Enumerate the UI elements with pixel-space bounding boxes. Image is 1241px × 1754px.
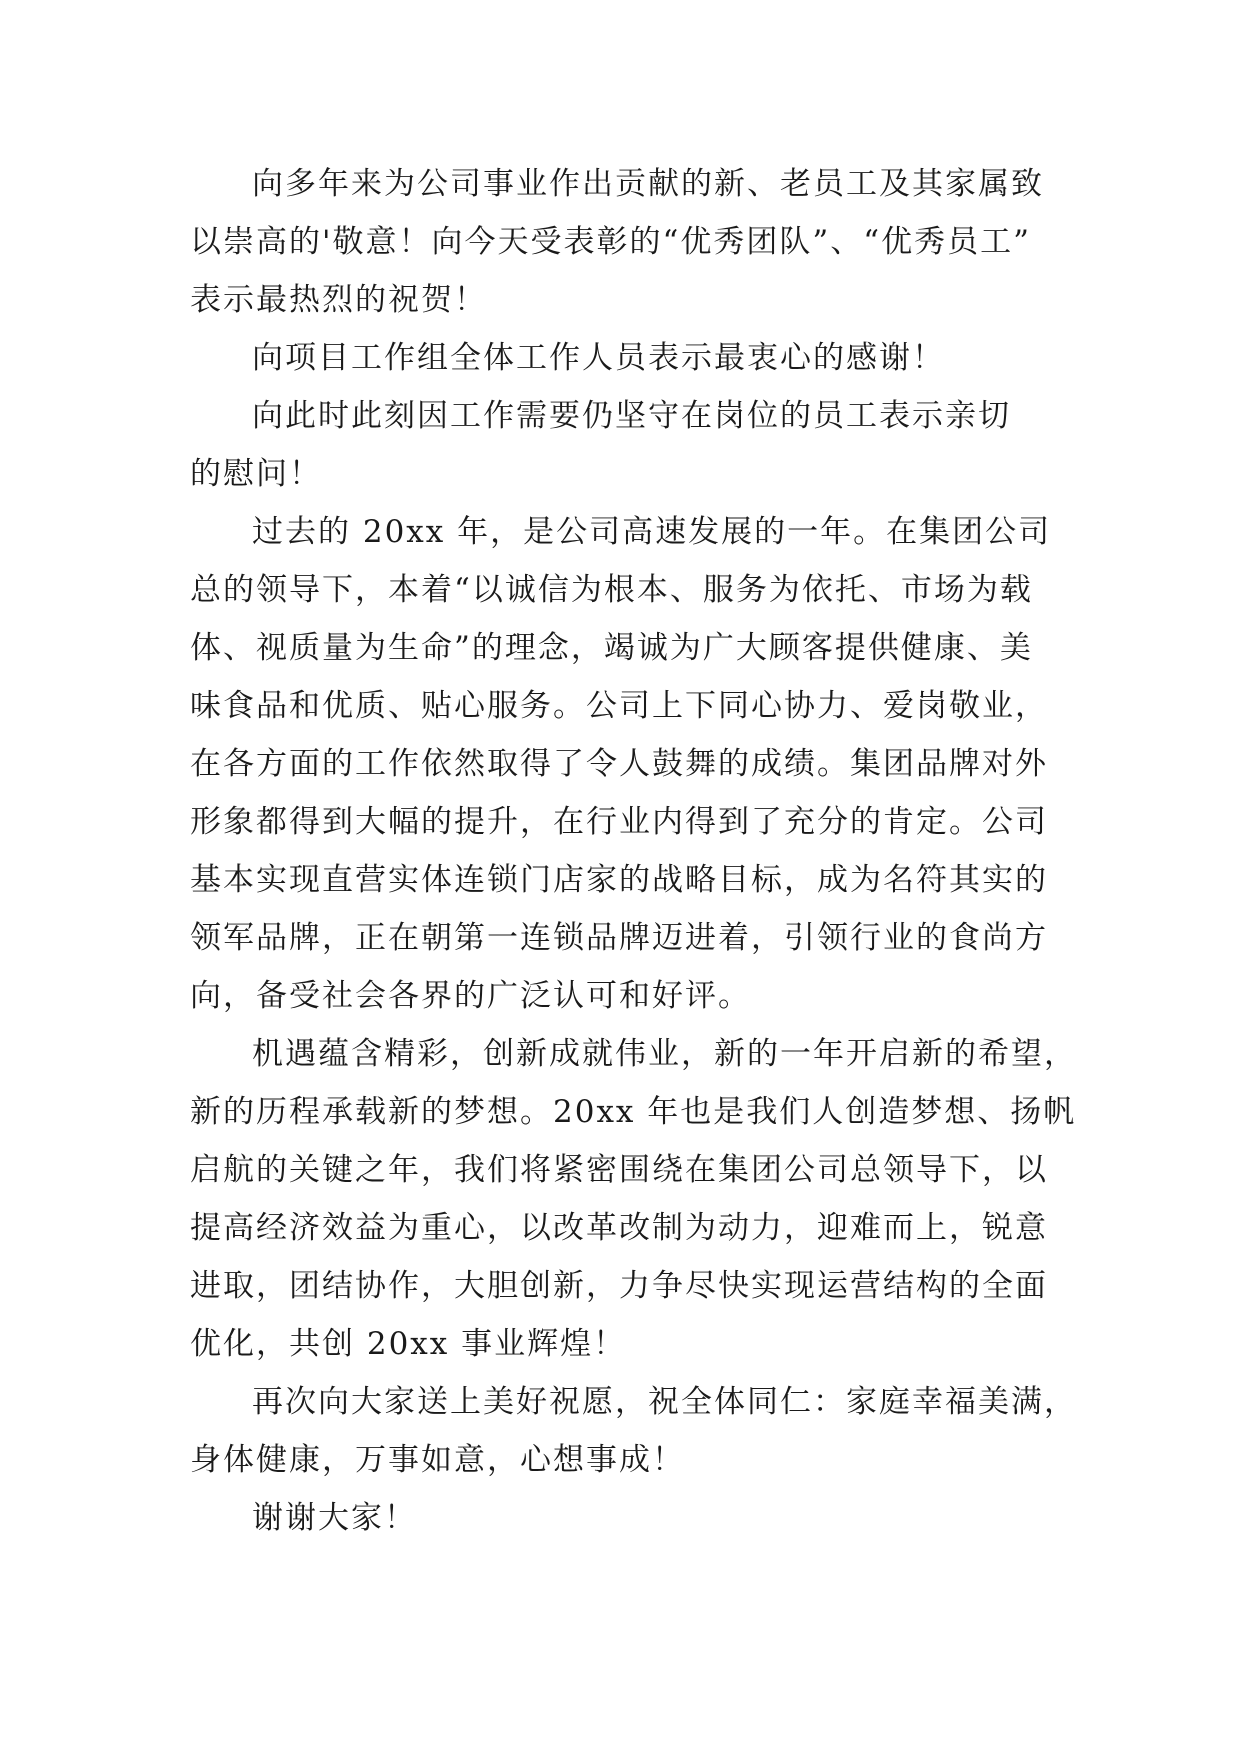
paragraph-closing (190, 1489, 1060, 1547)
paragraph-new-year-outlook (190, 1025, 1077, 1373)
text-line: 新的历程承载新的梦想。20xx 年也是我们人创造梦想、扬帆 (190, 1094, 1077, 1130)
text-line: 向此时此刻因工作需要仍坚守在岗位的员工表示亲切 (252, 398, 1011, 434)
text-line: 启航的关键之年，我们将紧密围绕在集团公司总领导下，以 (190, 1152, 1048, 1188)
text-line: 优化，共创 20xx 事业辉煌！ (190, 1326, 627, 1362)
text-line: 基本实现直营实体连锁门店家的战略目标，成为名符其实的 (190, 862, 1048, 898)
text-line: 向，备受社会各界的广泛认可和好评。 (190, 978, 751, 1014)
paragraph-best-wishes (190, 1373, 1077, 1489)
text-line: 向项目工作组全体工作人员表示最衷心的感谢！ (252, 340, 945, 376)
text-line: 的慰问！ (190, 456, 322, 492)
text-line: 身体健康，万事如意，心想事成！ (190, 1442, 685, 1478)
text-line: 向多年来为公司事业作出贡献的新、老员工及其家属致 (252, 166, 1044, 202)
text-line: 表示最热烈的祝贺！ (190, 282, 487, 318)
text-line: 以崇高的'敬意！向今天受表彰的“优秀团队”、“优秀员工” (190, 224, 1031, 260)
text-line: 提高经济效益为重心，以改革改制为动力，迎难而上，锐意 (190, 1210, 1048, 1246)
text-line: 再次向大家送上美好祝愿，祝全体同仁：家庭幸福美满， (252, 1384, 1077, 1420)
text-line: 总的领导下，本着“以诚信为根本、服务为依托、市场为载 (190, 572, 1033, 608)
paragraph-thanks-project-team (190, 329, 1060, 387)
text-line: 领军品牌，正在朝第一连锁品牌迈进着，引领行业的食尚方 (190, 920, 1048, 956)
text-line: 味食品和优质、贴心服务。公司上下同心协力、爱岗敬业， (190, 688, 1048, 724)
text-line: 体、视质量为生命”的理念，竭诚为广大顾客提供健康、美 (190, 630, 1033, 666)
paragraph-greeting-on-duty (190, 387, 1060, 503)
paragraph-past-year-review (190, 503, 1060, 1025)
text-line: 谢谢大家！ (252, 1500, 417, 1536)
text-line: 在各方面的工作依然取得了令人鼓舞的成绩。集团品牌对外 (190, 746, 1048, 782)
text-line: 过去的 20xx 年，是公司高速发展的一年。在集团公司 (252, 514, 1052, 550)
document-body (190, 155, 1077, 1547)
text-line: 机遇蕴含精彩，创新成就伟业，新的一年开启新的希望， (252, 1036, 1077, 1072)
text-line: 形象都得到大幅的提升，在行业内得到了充分的肯定。公司 (190, 804, 1048, 840)
text-line: 进取，团结协作，大胆创新，力争尽快实现运营结构的全面 (190, 1268, 1048, 1304)
paragraph-tribute (190, 155, 1060, 329)
